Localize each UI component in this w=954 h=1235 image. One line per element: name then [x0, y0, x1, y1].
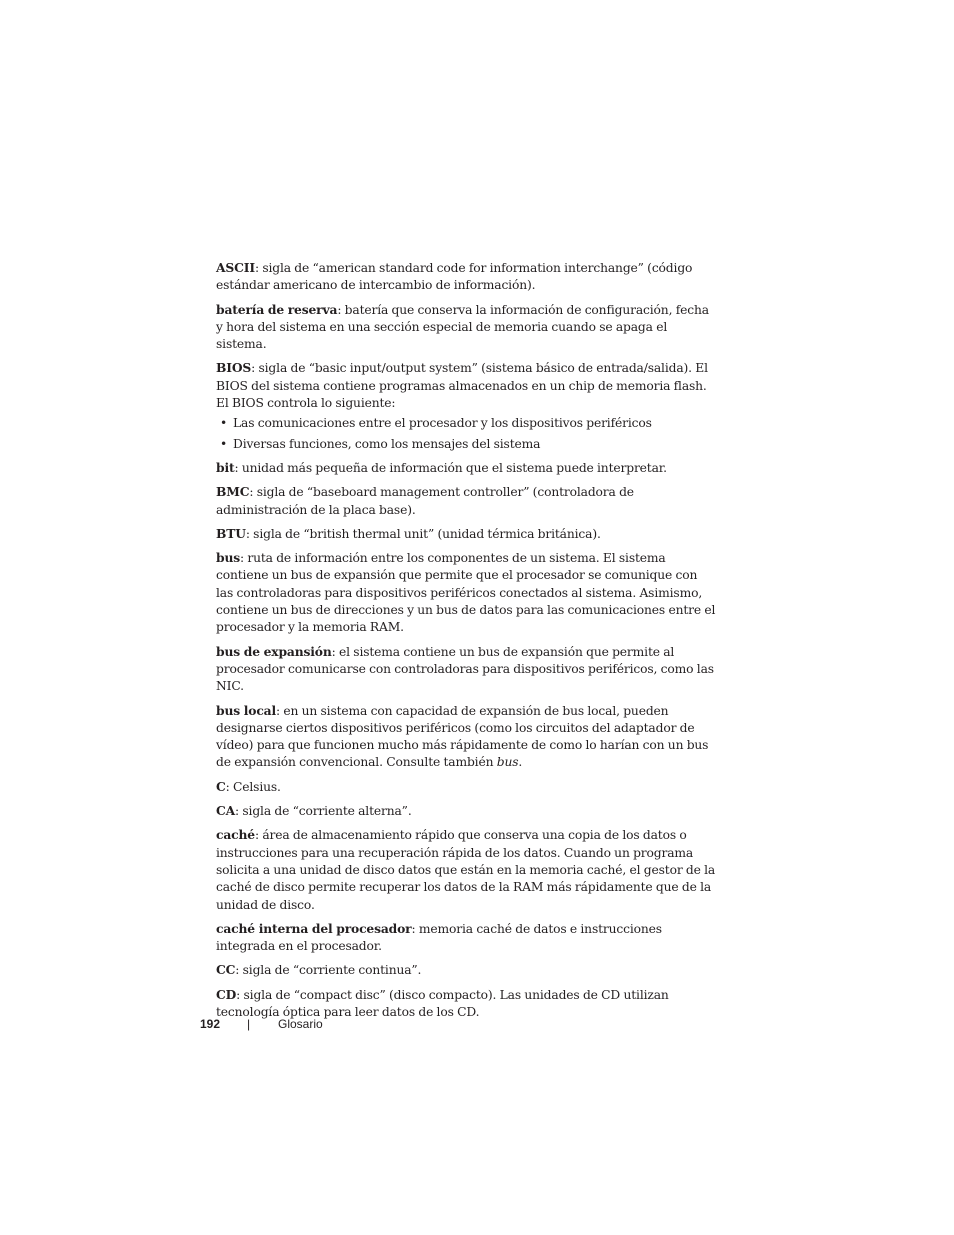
- entry-term: BIOS: [216, 360, 252, 376]
- entry-term: BTU: [216, 525, 246, 541]
- entry-definition: : sigla de “basic input/output system” (sistema básico de entrada/salida). El BIOS del sistema contiene programas almacenados en un chip de memoria flash.: [216, 361, 708, 393]
- glossary-entry-bus-local: [216, 702, 716, 772]
- entry-definition-end: .: [518, 755, 523, 770]
- list-item: [216, 436, 716, 453]
- glossary-content: [216, 259, 716, 1027]
- list-item: [216, 415, 716, 432]
- glossary-entry-bateria-de-reserva: [216, 301, 716, 354]
- entry-definition: : ruta de información entre los componentes de un sistema. El sistema contiene un bus de expansión que permite que el procesador se comunique con las controladoras para dispositivos periféricos conectados al sistema. Asimismo, contiene un bus de direcciones y un bus de datos para las comunicaciones entre el procesador y la memoria RAM.: [216, 551, 716, 635]
- entry-term: C: [216, 778, 226, 794]
- list-item-text: Diversas funciones, como los mensajes del sistema: [233, 436, 541, 451]
- entry-term: bus de expansión: [216, 643, 332, 659]
- glossary-entry-bit: [216, 459, 716, 477]
- entry-definition: : sigla de “baseboard management controller” (controladora de administración de la placa base).: [216, 485, 634, 517]
- glossary-entry-bios: [216, 359, 716, 452]
- footer-section-title: Glosario: [278, 1017, 323, 1031]
- glossary-entry-c: [216, 778, 716, 796]
- glossary-entry-bus: [216, 549, 716, 636]
- glossary-entry-ascii: [216, 259, 716, 295]
- entry-definition: : Celsius.: [225, 779, 281, 794]
- glossary-entry-bmc: [216, 483, 716, 519]
- entry-term: bit: [216, 459, 235, 475]
- entry-definition: : memoria caché de datos e instrucciones integrada en el procesador.: [216, 921, 662, 954]
- entry-extra: El BIOS controla lo siguiente:: [216, 396, 396, 411]
- entry-term: CA: [216, 803, 236, 819]
- entry-term: caché: [216, 827, 255, 843]
- list-item-text: Las comunicaciones entre el procesador y los dispositivos periféricos: [233, 416, 652, 431]
- bullet-icon: •: [220, 436, 228, 451]
- bullet-icon: •: [220, 416, 228, 431]
- entry-definition: : sigla de “british thermal unit” (unidad térmica británica).: [245, 526, 601, 541]
- entry-definition: : unidad más pequeña de información que el sistema puede interpretar.: [234, 460, 667, 475]
- entry-term: bus: [216, 550, 241, 566]
- glossary-entry-cache: [216, 826, 716, 913]
- entry-term: CD: [216, 986, 237, 1002]
- entry-definition: : sigla de “corriente continua”.: [235, 963, 422, 978]
- entry-term: caché interna del procesador: [216, 920, 412, 936]
- entry-term: CC: [216, 962, 236, 978]
- entry-definition: : sigla de “corriente alterna”.: [235, 804, 412, 819]
- entry-term: ASCII: [216, 260, 255, 275]
- glossary-entry-bus-de-expansion: [216, 643, 716, 696]
- entry-definition: : en un sistema con capacidad de expansión de bus local, pueden designarse ciertos dispositivos periféricos (como los circuitos del adaptador de vídeo) para que funcionen mucho más rápidamente de como lo harían con un bus de expansión convencional. Consulte también: [216, 703, 709, 770]
- glossary-entry-btu: [216, 525, 716, 543]
- entry-definition: : batería que conserva la información de configuración, fecha y hora del sistema en una sección especial de memoria cuando se apaga el sistema.: [216, 302, 709, 352]
- entry-term: batería de reserva: [216, 301, 338, 317]
- glossary-entry-cc: [216, 961, 716, 979]
- page-number: 192: [200, 1017, 221, 1031]
- entry-term: bus local: [216, 702, 276, 718]
- glossary-entry-ca: [216, 802, 716, 820]
- entry-cross-reference: bus: [496, 755, 519, 770]
- bullet-list: [216, 415, 716, 453]
- entry-term: BMC: [216, 484, 250, 500]
- entry-definition: : el sistema contiene un bus de expansión que permite al procesador comunicarse con controladoras para dispositivos periféricos, como las NIC.: [216, 644, 714, 694]
- entry-definition: : sigla de “american standard code for information interchange” (código estándar americano de intercambio de información).: [216, 261, 693, 293]
- entry-definition: : sigla de “compact disc” (disco compacto). Las unidades de CD utilizan tecnología óptica para leer datos de los CD.: [216, 987, 669, 1019]
- glossary-entry-cache-interna: [216, 920, 716, 956]
- entry-definition: : área de almacenamiento rápido que conserva una copia de los datos o instrucciones para una recuperación rápida de los datos. Cuando un programa solicita a una unidad de disco datos que están en la memoria caché, el gestor de la caché de disco permite recuperar los datos de la RAM más rápidamente que de la unidad de disco.: [216, 828, 716, 912]
- footer-separator: |: [247, 1017, 251, 1031]
